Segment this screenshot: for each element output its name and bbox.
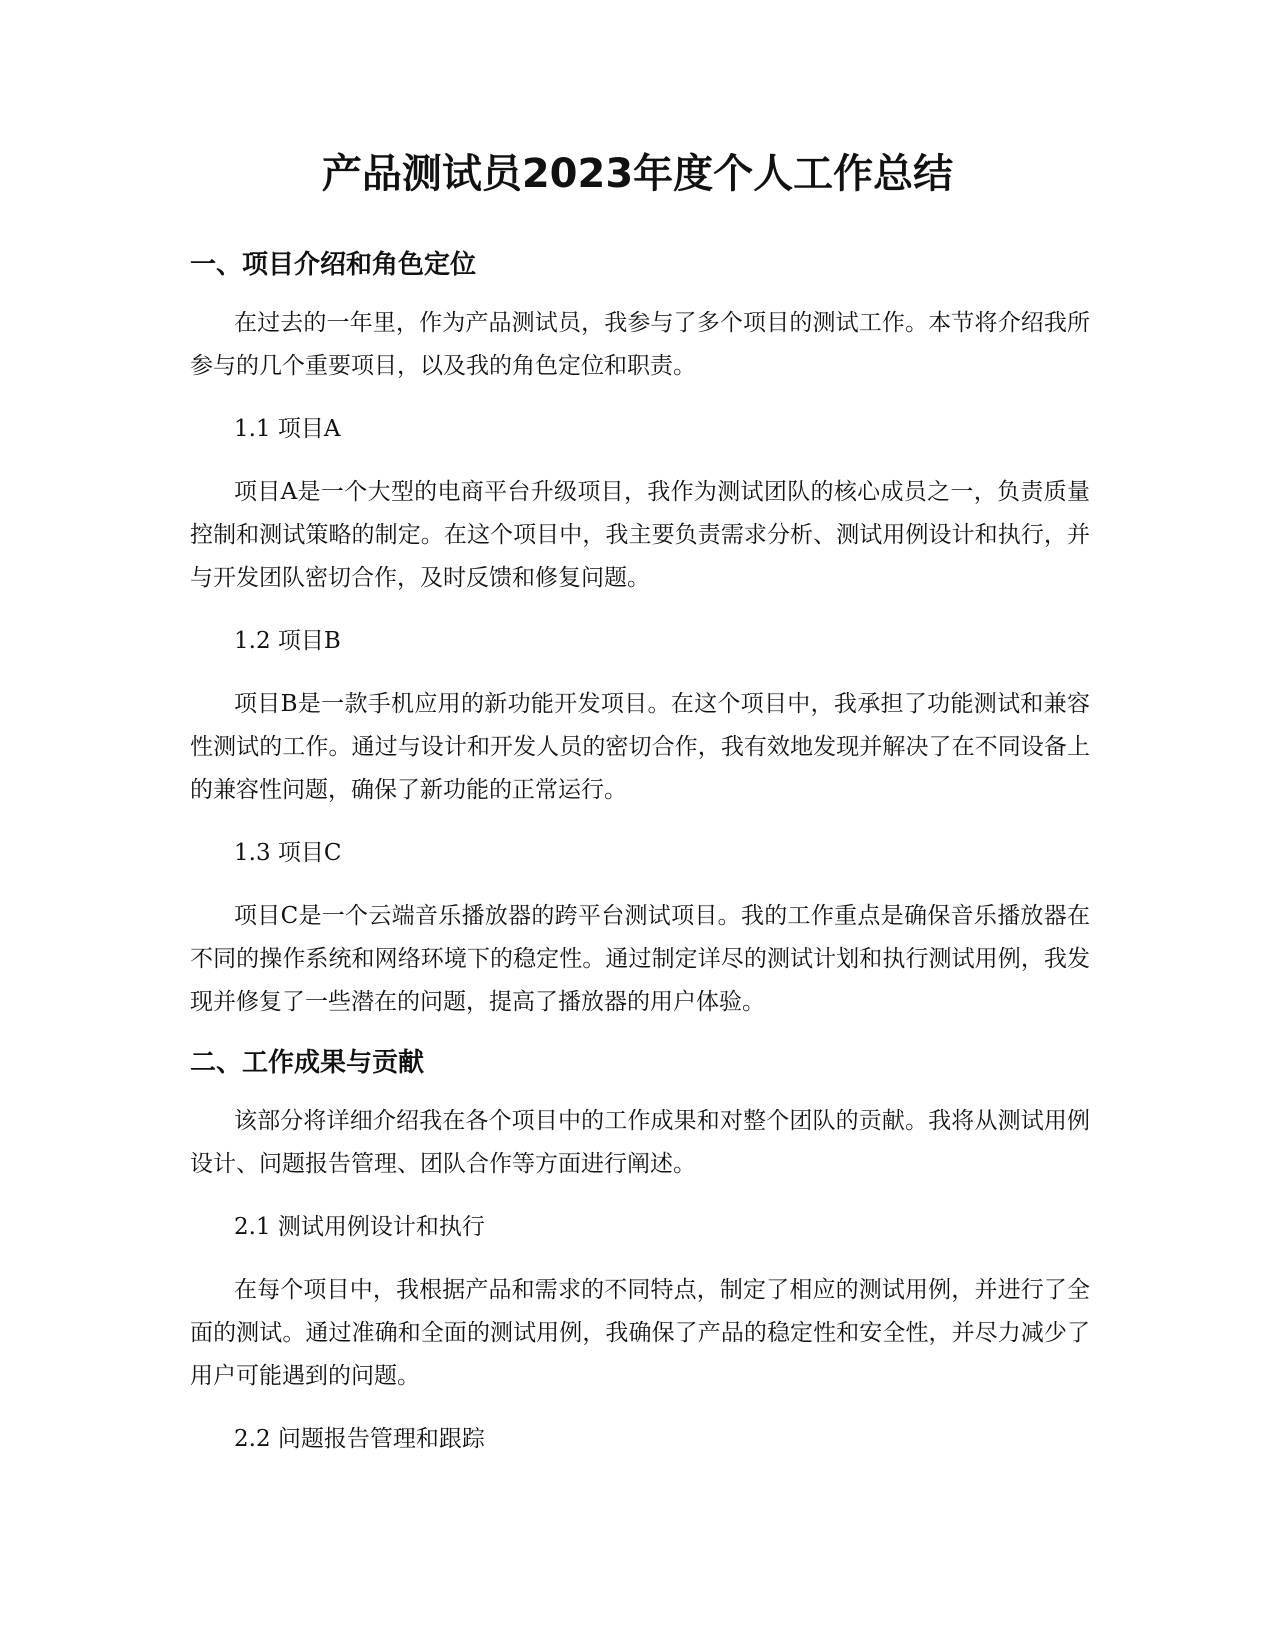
section-2 xyxy=(190,1044,1090,1461)
section-heading: 二、工作成果与贡献 xyxy=(190,1048,425,1078)
subsection-heading: 2.1 测试用例设计和执行 xyxy=(234,1214,485,1240)
subsection-body: 项目A是一个大型的电商平台升级项目，我作为测试团队的核心成员之一，负责质量控制和测试策略的制定。在这个项目中，我主要负责需求分析、测试用例设计和执行，并与开发团队密切合作，及时反馈和修复问题。 xyxy=(190,479,1090,591)
section-1 xyxy=(190,246,1090,1024)
subsection-heading: 1.1 项目A xyxy=(234,416,341,442)
subsection-body: 项目B是一款手机应用的新功能开发项目。在这个项目中，我承担了功能测试和兼容性测试的工作。通过与设计和开发人员的密切合作，我有效地发现并解决了在不同设备上的兼容性问题，确保了新功能的正常运行。 xyxy=(190,691,1090,803)
subsection-heading: 1.3 项目C xyxy=(234,840,342,866)
subsection-heading: 2.2 问题报告管理和跟踪 xyxy=(234,1426,485,1452)
section-heading: 一、项目介绍和角色定位 xyxy=(190,250,477,280)
subsection-body: 在每个项目中，我根据产品和需求的不同特点，制定了相应的测试用例，并进行了全面的测试。通过准确和全面的测试用例，我确保了产品的稳定性和安全性，并尽力减少了用户可能遇到的问题。 xyxy=(190,1277,1090,1389)
document-body xyxy=(190,246,1090,1481)
section-intro: 在过去的一年里，作为产品测试员，我参与了多个项目的测试工作。本节将介绍我所参与的几个重要项目，以及我的角色定位和职责。 xyxy=(190,310,1090,379)
subsection-heading: 1.2 项目B xyxy=(234,628,341,654)
document-title: 产品测试员2023年度个人工作总结 xyxy=(321,151,954,197)
section-intro: 该部分将详细介绍我在各个项目中的工作成果和对整个团队的贡献。我将从测试用例设计、问题报告管理、团队合作等方面进行阐述。 xyxy=(190,1108,1090,1177)
subsection-body: 项目C是一个云端音乐播放器的跨平台测试项目。我的工作重点是确保音乐播放器在不同的操作系统和网络环境下的稳定性。通过制定详尽的测试计划和执行测试用例，我发现并修复了一些潜在的问题，提高了播放器的用户体验。 xyxy=(190,903,1090,1015)
